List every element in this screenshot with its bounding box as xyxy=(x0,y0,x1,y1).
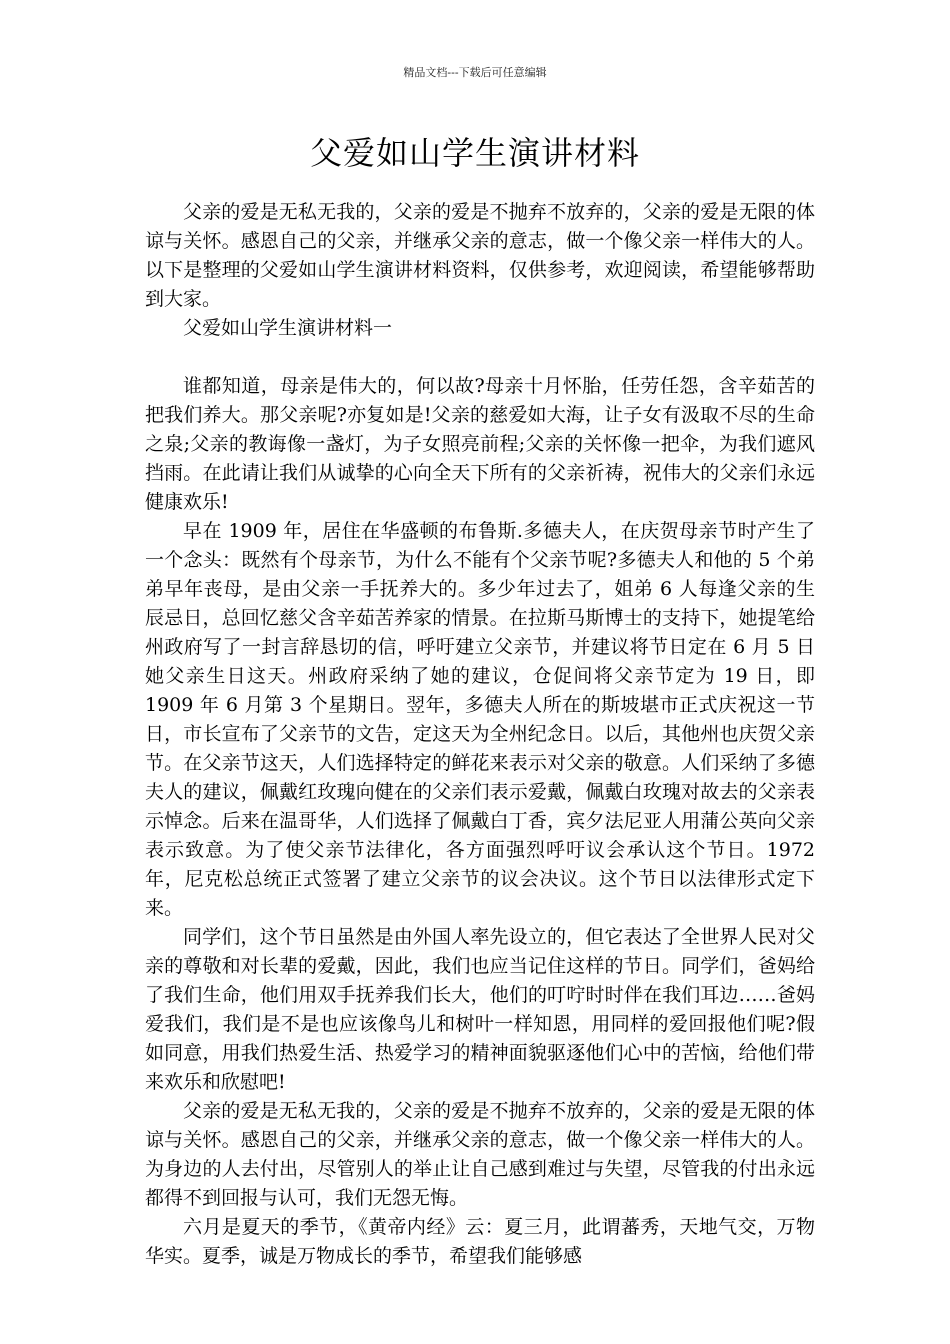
body-paragraph: 谁都知道，母亲是伟大的，何以故?母亲十月怀胎，任劳任怨，含辛茹苦的把我们养大。那父亲呢?亦复如是!父亲的慈爱如大海，让子女有汲取不尽的生命之泉;父亲的教诲像一盏灯，为子女照亮前程;父亲的关怀像一把伞，为我们遮风挡雨。在此请让我们从诚挚的心向全天下所有的父亲祈祷，祝伟大的父亲们永远健康欢乐! xyxy=(145,375,815,513)
body-paragraph: 同学们，这个节日虽然是由外国人率先设立的，但它表达了全世界人民对父亲的尊敬和对长辈的爱戴，因此，我们也应当记住这样的节日。同学们，爸妈给了我们生命，他们用双手抚养我们长大，他们的叮咛时时伴在我们耳边……爸妈爱我们，我们是不是也应该像鸟儿和树叶一样知恩，用同样的爱回报他们呢?假如同意，用我们热爱生活、热爱学习的精神面貌驱逐他们心中的苦恼，给他们带来欢乐和欣慰吧! xyxy=(145,926,815,1093)
section-heading: 父爱如山学生演讲材料一 xyxy=(183,317,393,339)
intro-paragraph: 父亲的爱是无私无我的，父亲的爱是不抛弃不放弃的，父亲的爱是无限的体谅与关怀。感恩自己的父亲，并继承父亲的意志，做一个像父亲一样伟大的人。以下是整理的父爱如山学生演讲材料资料，仅供参考，欢迎阅读，希望能够帮助到大家。 xyxy=(145,201,815,310)
body-paragraph: 父亲的爱是无私无我的，父亲的爱是不抛弃不放弃的，父亲的爱是无限的体谅与关怀。感恩自己的父亲，并继承父亲的意志，做一个像父亲一样伟大的人。为身边的人去付出，尽管别人的举止让自己感到难过与失望，尽管我的付出永远都得不到回报与认可，我们无怨无悔。 xyxy=(145,1100,815,1209)
body-paragraph: 六月是夏天的季节，《黄帝内经》云：夏三月，此谓蕃秀，天地气交，万物华实。夏季，诚是万物成长的季节，希望我们能够感 xyxy=(145,1216,815,1267)
document-body xyxy=(145,198,815,1271)
blank-line xyxy=(145,343,815,372)
document-title: 父爱如山学生演讲材料 xyxy=(309,134,640,172)
body-paragraph: 早在 1909 年，居住在华盛顿的布鲁斯.多德夫人，在庆贺母亲节时产生了一个念头：既然有个母亲节，为什么不能有个父亲节呢?多德夫人和他的 5 个弟弟早年丧母，是由父亲一手抚养大的。多少年过去了，姐弟 6 人每逢父亲的生辰忌日，总回忆慈父含辛茹苦养家的情景。在拉斯马斯博士的支持下，她提笔给州政府写了一封言辞恳切的信，呼吁建立父亲节，并建议将节日定在 6 月 5 日她父亲生日这天。州政府采纳了她的建议，仓促间将父亲节定为 19 日，即 1909 年 6 月第 3 个星期日。翌年，多德夫人所在的斯坡堪市正式庆祝这一节日，市长宣布了父亲节的文告，定这天为全州纪念日。以后，其他州也庆贺父亲节。在父亲节这天，人们选择特定的鲜花来表示对父亲的敬意。人们采纳了多德夫人的建议，佩戴红玫瑰向健在的父亲们表示爱戴，佩戴白玫瑰对故去的父亲表示悼念。后来在温哥华，人们选择了佩戴白丁香，宾夕法尼亚人用蒲公英向父亲表示致意。为了使父亲节法律化，各方面强烈呼吁议会承认这个节日。1972 年，尼克松总统正式签署了建立父亲节的议会决议。这个节日以法律形式定下来。 xyxy=(145,520,815,919)
page-header-note: 精品文档---下载后可任意编辑 xyxy=(403,66,547,79)
